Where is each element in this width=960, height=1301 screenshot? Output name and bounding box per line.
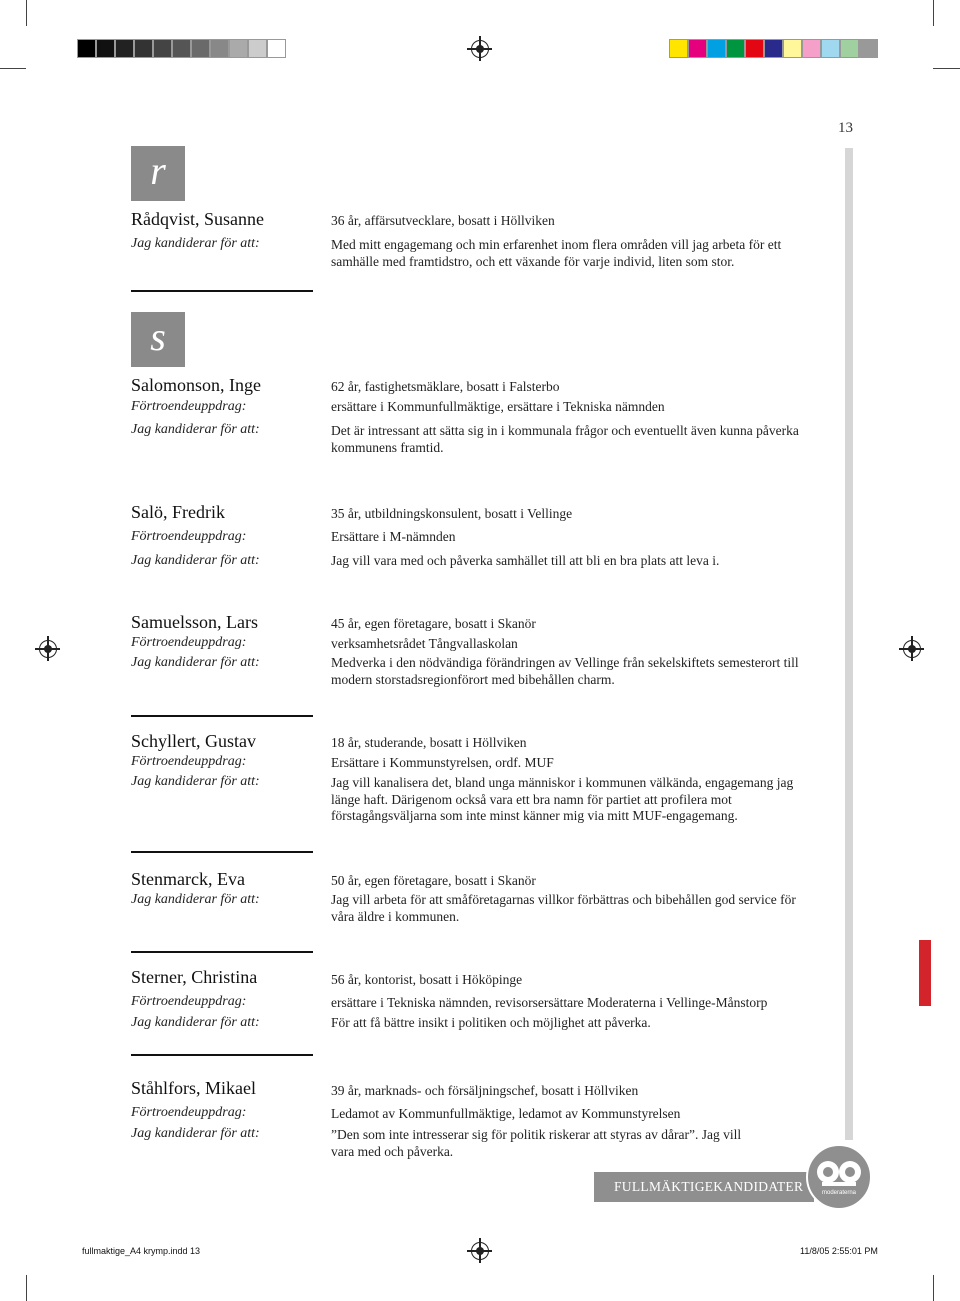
trust-assignments: Ersättare i Kommunstyrelsen, ordf. MUF: [331, 755, 554, 770]
crop-mark: [933, 0, 934, 26]
trust-label: Förtroendeuppdrag:: [131, 399, 247, 414]
candidate-statement: Jag vill arbeta för att småföretagarnas villkor förbättras och bibehållen god service för våra äldre i kommunen.: [331, 892, 796, 924]
trust-assignments: Ersättare i M-nämnden: [331, 529, 456, 544]
candidate-label: Jag kandiderar för att:: [131, 774, 260, 789]
candidate-info: 18 år, studerande, bosatt i Höllviken: [331, 735, 527, 750]
footer-timestamp: 11/8/05 2:55:01 PM: [800, 1246, 878, 1256]
candidate-label: Jag kandiderar för att:: [131, 422, 260, 437]
candidate-label: Jag kandiderar för att:: [131, 1126, 260, 1141]
color-swatch: [267, 39, 286, 58]
crop-mark: [26, 1275, 27, 1301]
candidate-info: 35 år, utbildningskonsulent, bosatt i Vellinge: [331, 506, 573, 521]
color-swatch: [134, 39, 153, 58]
color-swatch: [802, 39, 821, 58]
candidate-label: Jag kandiderar för att:: [131, 892, 260, 907]
candidate-name: Sterner, Christina: [131, 967, 258, 987]
candidate-name: Salomonson, Inge: [131, 375, 261, 395]
color-swatch: [821, 39, 840, 58]
footer-filename: fullmaktige_A4 krymp.indd 13: [82, 1246, 201, 1256]
candidate-statement: Jag vill vara med och påverka samhället till att bli en bra plats att leva i.: [331, 553, 720, 568]
color-swatch: [191, 39, 210, 58]
candidate-statement: Jag vill kanalisera det, bland unga människor i kommunen välkända, engagemang jag länge haft. Därigenom också vara ett bra namn för partiet att profilera mot förstagångsväljarna som inte minst känner mig via mitt MUF-engagemang.: [331, 775, 794, 823]
registration-mark-icon: [471, 40, 489, 58]
trust-label: Förtroendeuppdrag:: [131, 1105, 247, 1120]
section-tab: [919, 940, 931, 1006]
color-swatch: [707, 39, 726, 58]
color-swatch: [669, 39, 688, 58]
crop-mark: [933, 1275, 934, 1301]
divider: [131, 290, 313, 292]
crop-mark: [933, 68, 960, 69]
trust-assignments: verksamhetsrådet Tångvallaskolan: [331, 636, 518, 651]
candidate-statement: Det är intressant att sätta sig in i kommunala frågor och eventuellt även kunna påverka kommunens framtid.: [331, 423, 799, 455]
moderaterna-logo-icon: [806, 1144, 872, 1210]
section-banner: FULLMÄKTIGEKANDIDATER: [594, 1172, 814, 1202]
section-letter: r: [131, 146, 185, 201]
candidate-label: Jag kandiderar för att:: [131, 236, 260, 251]
trust-label: Förtroendeuppdrag:: [131, 994, 247, 1009]
side-bar: [845, 148, 853, 1140]
candidate-name: Salö, Fredrik: [131, 502, 225, 522]
candidate-name: Rådqvist, Susanne: [131, 209, 264, 229]
candidate-statement: ”Den som inte intresserar sig för politik riskerar att styras av dårar”. Jag vill vara med och påverka.: [331, 1127, 742, 1159]
color-swatch: [859, 39, 878, 58]
section-letter: s: [131, 312, 185, 367]
color-swatch: [688, 39, 707, 58]
registration-mark-icon: [39, 640, 57, 658]
trust-label: Förtroendeuppdrag:: [131, 529, 247, 544]
candidate-name: Ståhlfors, Mikael: [131, 1078, 256, 1098]
candidate-label: Jag kandiderar för att:: [131, 655, 260, 670]
candidate-info: 39 år, marknads- och försäljningschef, bosatt i Höllviken: [331, 1083, 639, 1098]
color-swatch: [210, 39, 229, 58]
divider: [131, 715, 313, 717]
candidate-name: Schyllert, Gustav: [131, 731, 256, 751]
color-swatch: [840, 39, 859, 58]
color-swatch: [783, 39, 802, 58]
color-swatch: [248, 39, 267, 58]
color-swatch: [726, 39, 745, 58]
candidate-info: 36 år, affärsutvecklare, bosatt i Höllviken: [331, 213, 555, 228]
trust-assignments: ersättare i Kommunfullmäktige, ersättare i Tekniska nämnden: [331, 399, 665, 414]
candidate-statement: Med mitt engagemang och min erfarenhet inom flera områden vill jag arbeta för ett samhälle med framtidstro, och ett växande för varje individ, liten som stor.: [331, 237, 782, 269]
color-swatch: [764, 39, 783, 58]
crop-mark: [0, 68, 26, 69]
divider: [131, 951, 313, 953]
color-swatch: [153, 39, 172, 58]
candidate-info: 56 år, kontorist, bosatt i Hököpinge: [331, 972, 523, 987]
candidate-name: Stenmarck, Eva: [131, 869, 245, 889]
candidate-info: 50 år, egen företagare, bosatt i Skanör: [331, 873, 536, 888]
registration-mark-icon: [471, 1242, 489, 1260]
color-swatch: [229, 39, 248, 58]
candidate-info: 62 år, fastighetsmäklare, bosatt i Falsterbo: [331, 379, 560, 394]
divider: [131, 1054, 313, 1056]
candidate-statement: För att få bättre insikt i politiken och möjlighet att påverka.: [331, 1015, 651, 1030]
color-swatch: [745, 39, 764, 58]
logo-text: moderaterna: [821, 1190, 857, 1196]
candidate-name: Samuelsson, Lars: [131, 612, 258, 632]
color-swatch: [115, 39, 134, 58]
trust-assignments: ersättare i Tekniska nämnden, revisorsersättare Moderaterna i Vellinge-Månstorp: [331, 995, 768, 1010]
registration-mark-icon: [903, 640, 921, 658]
candidate-label: Jag kandiderar för att:: [131, 553, 260, 568]
color-swatch: [77, 39, 96, 58]
page-number: 13: [838, 120, 853, 136]
color-swatch: [96, 39, 115, 58]
divider: [131, 851, 313, 853]
crop-mark: [26, 0, 27, 26]
trust-label: Förtroendeuppdrag:: [131, 754, 247, 769]
candidate-label: Jag kandiderar för att:: [131, 1015, 260, 1030]
trust-assignments: Ledamot av Kommunfullmäktige, ledamot av Kommunstyrelsen: [331, 1106, 681, 1121]
candidate-info: 45 år, egen företagare, bosatt i Skanör: [331, 616, 536, 631]
trust-label: Förtroendeuppdrag:: [131, 635, 247, 650]
candidate-statement: Medverka i den nödvändiga förändringen av Vellinge från sekelskiftets semesterort till modern storstadsregionförort med bibehållen charm.: [331, 655, 799, 687]
color-swatch: [172, 39, 191, 58]
